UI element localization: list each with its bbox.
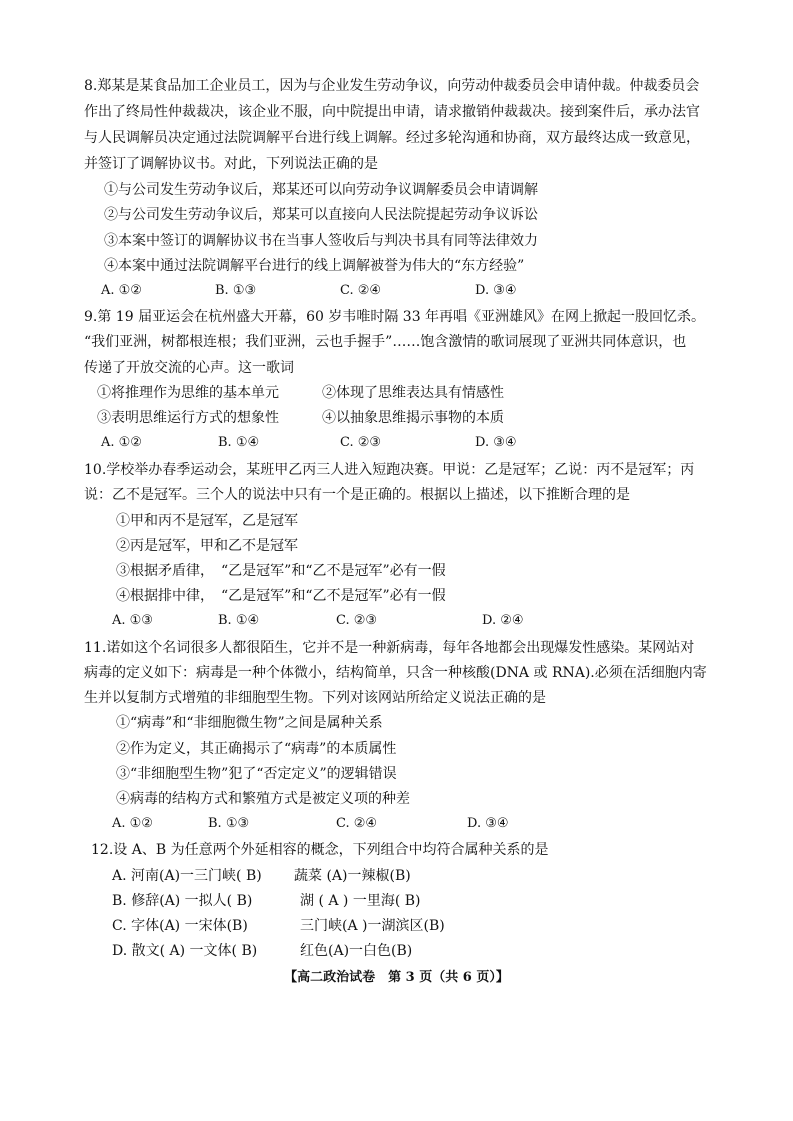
question-9-answer-c: C. ②③ xyxy=(340,435,382,450)
question-12-option-c-second: 三门峡(A )一湖滨区(B) xyxy=(300,918,445,934)
question-12-option-a-second: 蔬菜 (A)一辣椒(B) xyxy=(294,868,411,884)
question-9-stem-line: 传递了开放交流的心声。这一歌词 xyxy=(84,360,294,376)
question-12-stem: 12.设 A、B 为任意两个外延相容的概念，下列组合中均符合属种关系的是 xyxy=(91,842,549,858)
question-8-answer-b: B. ①③ xyxy=(215,283,257,298)
question-8-answer-c: C. ②④ xyxy=(340,283,382,298)
question-11-answer-a: A. ①② xyxy=(112,816,153,831)
question-9-answer-b: B. ①④ xyxy=(218,435,260,450)
question-9-option: ③表明思维运行方式的想象性 xyxy=(97,410,279,426)
question-11-answer-c: C. ②④ xyxy=(336,816,378,831)
question-11-stem-line: 病毒的定义如下：病毒是一种个体微小，结构简单，只含一种核酸(DNA 或 RNA).必须在活细胞内寄 xyxy=(84,665,707,681)
question-11-answer-b: B. ①③ xyxy=(208,816,250,831)
question-11-option: ①“病毒”和“非细胞微生物”之间是属种关系 xyxy=(116,715,383,731)
question-11-option: ②作为定义，其正确揭示了“病毒”的本质属性 xyxy=(116,741,397,757)
question-11-stem-line: 11.诺如这个名词很多人都很陌生，它并不是一种新病毒，每年各地都会出现爆发性感染。某网站对 xyxy=(84,640,695,656)
question-12-option-d-first: D. 散文( A) 一文体( B) xyxy=(112,943,258,959)
question-8-option: ②与公司发生劳动争议后，郑某可以直接向人民法院提起劳动争议诉讼 xyxy=(104,207,538,223)
question-10-option: ①甲和丙不是冠军，乙是冠军 xyxy=(116,513,298,529)
question-10-option: ④根据排中律， “乙是冠军”和“乙不是冠军”必有一假 xyxy=(116,588,446,604)
question-11-stem-line: 生并以复制方式增殖的非细胞型生物。下列对该网站所给定义说法正确的是 xyxy=(84,690,546,706)
question-12-option-b-first: B. 修辞(A) 一拟人( B) xyxy=(112,893,253,909)
question-12-option-d-second: 红色(A)一白色(B) xyxy=(300,943,413,959)
question-9-option: ②体现了思维表达具有情感性 xyxy=(322,385,504,401)
question-10-stem-line: 10.学校举办春季运动会，某班甲乙丙三人进入短跑决赛。甲说：乙是冠军；乙说：丙不是冠军；丙 xyxy=(84,462,695,478)
question-9-stem-line: “我们亚洲，树都根连根；我们亚洲，云也手握手”……饱含激情的歌词展现了亚洲共同体意识，也 xyxy=(84,334,687,350)
question-8-option: ①与公司发生劳动争议后，郑某还可以向劳动争议调解委员会申请调解 xyxy=(104,182,538,198)
question-11-option: ④病毒的结构方式和繁殖方式是被定义项的种差 xyxy=(116,791,410,807)
question-9-option: ①将推理作为思维的基本单元 xyxy=(97,385,279,401)
question-11-option: ③“非细胞型生物”犯了“否定定义”的逻辑错误 xyxy=(116,766,397,782)
question-9-answer-a: A. ①② xyxy=(101,435,142,450)
question-10-option: ②丙是冠军，甲和乙不是冠军 xyxy=(116,538,298,554)
question-12-option-a-first: A. 河南(A)一三门峡( B) xyxy=(112,868,262,884)
question-8-stem-line: 与人民调解员决定通过法院调解平台进行线上调解。经过多轮沟通和协商，双方最终达成一致意见， xyxy=(84,130,700,146)
question-10-answer-c: C. ②③ xyxy=(336,613,378,628)
question-9-answer-d: D. ③④ xyxy=(475,435,517,450)
question-9-option: ④以抽象思维揭示事物的本质 xyxy=(322,410,504,426)
question-10-answer-a: A. ①③ xyxy=(112,613,153,628)
question-8-stem-line: 并签订了调解协议书。对此，下列说法正确的是 xyxy=(84,156,378,172)
question-10-answer-b: B. ①④ xyxy=(218,613,260,628)
question-8-answer-a: A. ①② xyxy=(101,283,142,298)
question-10-answer-d: D. ②④ xyxy=(482,613,524,628)
page-footer: 【高二政治试卷 第 3 页（共 6 页）】 xyxy=(284,970,509,985)
question-8-answer-d: D. ③④ xyxy=(475,283,517,298)
question-12-option-c-first: C. 字体(A) 一宋体(B) xyxy=(112,918,248,934)
question-12-option-b-second: 湖 ( A ) 一里海( B) xyxy=(300,893,421,909)
question-8-option: ③本案中签订的调解协议书在当事人签收后与判决书具有同等法律效力 xyxy=(104,233,538,249)
question-8-stem-line: 作出了终局性仲裁裁决，该企业不服，向中院提出申请，请求撤销仲裁裁决。接到案件后，承办法官 xyxy=(84,104,700,120)
question-9-stem-line: 9.第 19 届亚运会在杭州盛大开幕，60 岁韦唯时隔 33 年再唱《亚洲雄风》在网上掀起一股回忆杀。 xyxy=(84,309,706,325)
question-8-stem-line: 8.郑某是某食品加工企业员工，因为与企业发生劳动争议，向劳动仲裁委员会申请仲裁。仲裁委员会 xyxy=(84,78,700,94)
question-8-option: ④本案中通过法院调解平台进行的线上调解被誉为伟大的“东方经验” xyxy=(104,258,525,274)
question-10-option: ③根据矛盾律， “乙是冠军”和“乙不是冠军”必有一假 xyxy=(116,563,446,579)
question-11-answer-d: D. ③④ xyxy=(467,816,509,831)
question-10-stem-line: 说：乙不是冠军。三个人的说法中只有一个是正确的。根据以上描述，以下推断合理的是 xyxy=(84,487,630,503)
